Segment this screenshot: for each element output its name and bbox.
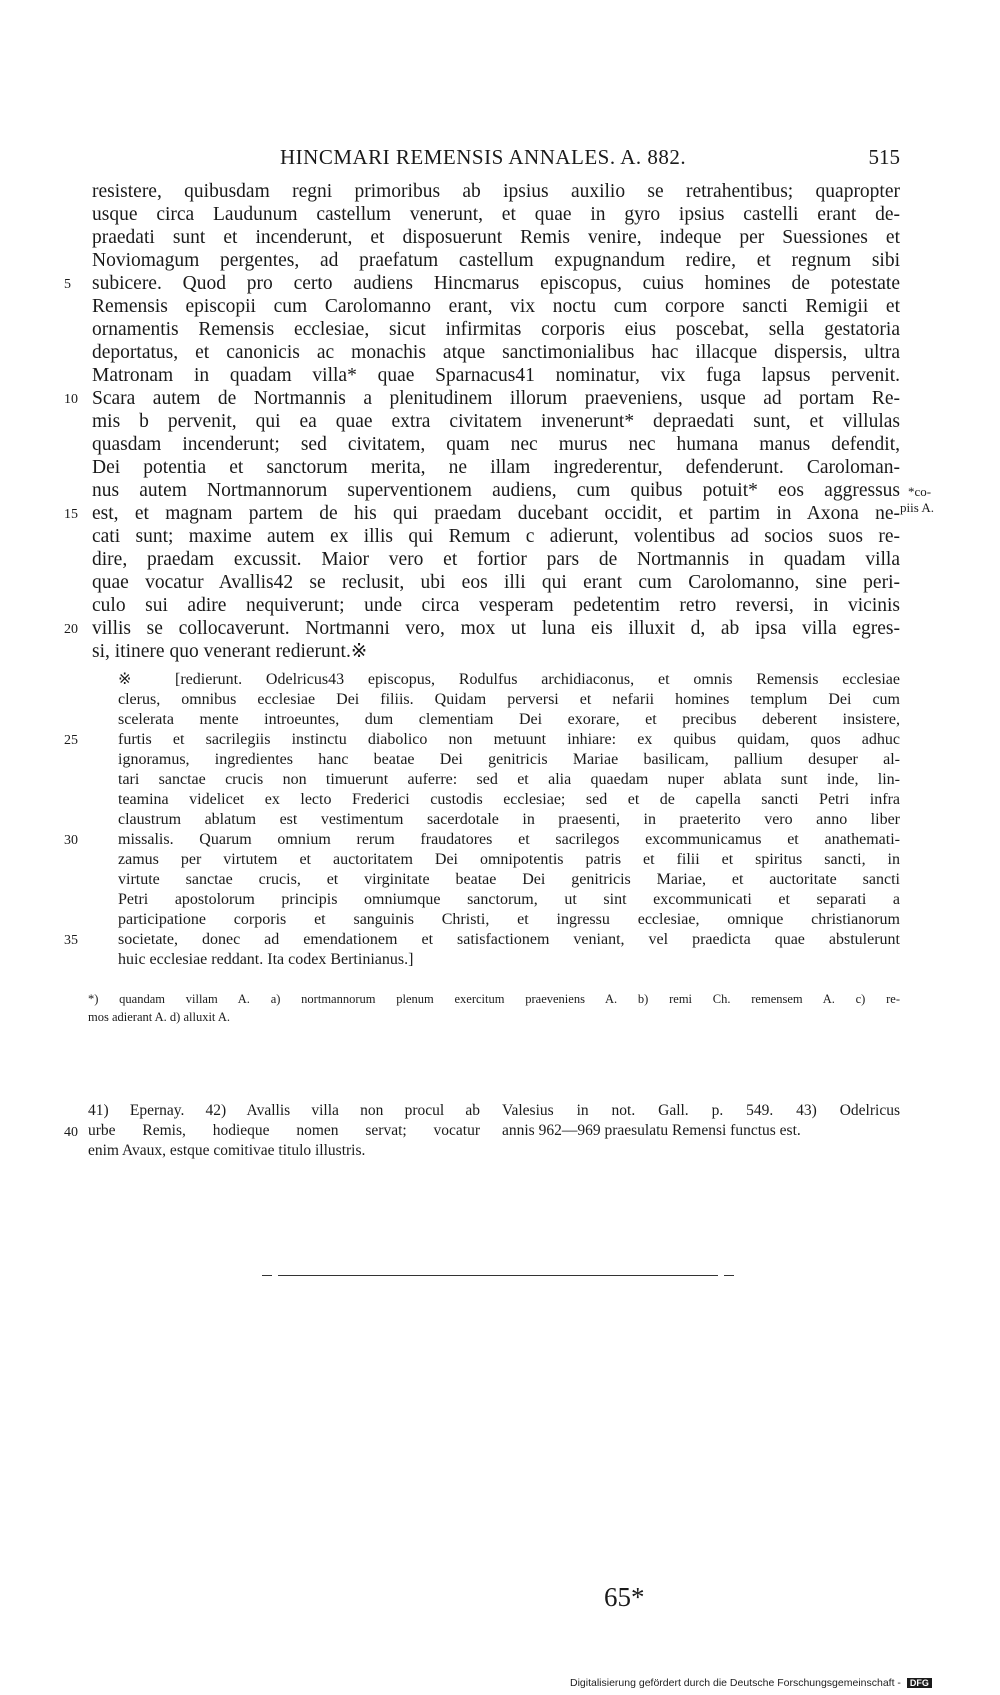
note-text-line: missalis. Quarum omnium rerum fraudatores et sacrilegos excommunicamus et anathemati- — [118, 831, 900, 848]
note-text-line: clerus, omnibus ecclesiae Dei filiis. Quidam perversi et nefarii homines templum Dei cum — [118, 691, 900, 708]
footnotes-right-column — [502, 1101, 900, 1141]
line-number: 15 — [64, 507, 78, 522]
main-text-line: Remensis episcopii cum Carolomanno erant, vix noctu cum corpore sancti Remigii et — [92, 296, 900, 317]
main-text-line: villis se collocaverunt. Nortmanni vero, mox ut luna eis illuxit d, ab ipsa villa egres- — [92, 618, 900, 639]
footnote-line: Valesius in not. Gall. p. 549. 43) Odelricus — [502, 1102, 900, 1119]
main-text-line: Scara autem de Nortmannis a plenitudinem illorum praeveniens, usque ad portam Re- — [92, 388, 900, 409]
main-text-line: mis b pervenit, qui ea quae extra civitatem invenerunt* depraedati sunt, et villulas — [92, 411, 900, 432]
end-rule-dash — [724, 1275, 734, 1276]
note-text-line: societate, donec ad emendationem et satisfactionem veniant, vel praedicta quae abstulerunt — [118, 931, 900, 948]
main-text-line: si, itinere quo venerant redierunt.※ — [92, 641, 368, 662]
note-text-line: scelerata mente introeuntes, dum clementiam Dei exorare, et precibus deberent insistere, — [118, 711, 900, 728]
running-header — [90, 145, 900, 177]
line-number: 5 — [64, 277, 71, 292]
main-text-line: cati sunt; maxime autem ex illis qui Remum c adierunt, volentibus ad socios suos re- — [92, 526, 900, 547]
note-text-line: Petri apostolorum principis omniumque sanctorum, ut sint excommunicati et separati a — [118, 891, 900, 908]
main-text-line: culo sui adire nequiverunt; unde circa vesperam pedetentim retro reversi, in vicinis — [92, 595, 900, 616]
variant-reading-line: mos adierant A. d) alluxit A. — [88, 1010, 230, 1024]
line-number: 10 — [64, 392, 78, 407]
line-number: 20 — [64, 622, 78, 637]
main-text-line: usque circa Laudunum castellum venerunt, et quae in gyro ipsius castelli erant de- — [92, 204, 900, 225]
note-text-line: huic ecclesiae reddant. Ita codex Bertinianus.] — [118, 951, 414, 968]
note-text-line: zamus per virtutem et auctoritatem Dei omnipotentis patris et filii et spiritus sancti, in — [118, 851, 900, 868]
line-number: 40 — [64, 1125, 78, 1140]
note-text-line: virtute sanctae crucis, et virginitate beatae Dei genitricis Mariae, et auctoritate sancti — [118, 871, 900, 888]
main-text-line: resistere, quibusdam regni primoribus ab ipsius auxilio se retrahentibus; quapropter — [92, 181, 900, 202]
main-text-line: quae vocatur Avallis42 se reclusit, ubi eos illi qui erant cum Carolomanno, sine peri- — [92, 572, 900, 593]
note-text-line: claustrum ablatum est vestimentum sacerdotale in praesenti, in praeterito vero anno liber — [118, 811, 900, 828]
digitization-text: Digitalisierung gefördert durch die Deutsche Forschungsgemeinschaft - — [570, 1677, 901, 1689]
main-text-line: quasdam incenderunt; sed civitatem, quam nec murus nec humana manus defendit, — [92, 434, 900, 455]
running-title: HINCMARI REMENSIS ANNALES. A. 882. — [280, 145, 687, 169]
dfg-logo: DFG — [907, 1678, 932, 1688]
note-text-line: ※ [redierunt. Odelricus43 episcopus, Rodulfus archidiaconus, et omnis Remensis ecclesiae — [118, 671, 900, 688]
margin-note-line: *co- — [908, 484, 932, 499]
note-text-line: furtis et sacrilegiis instinctu diabolico non metuunt inhiare: ex quibus quidam, quos adhuc — [118, 731, 900, 748]
note-text-line: participatione corporis et sanguinis Christi, et ingressu ecclesiae, omnique christianorum — [118, 911, 900, 928]
signature-mark: 65* — [604, 1582, 645, 1612]
page-number: 515 — [868, 145, 900, 169]
note-text-line: tari sanctae crucis non timuerunt auferre: sed et alia quaedam nuper ablata sunt inde, lin- — [118, 771, 900, 788]
main-text-line: dire, praedam excussit. Maior vero et fortior pars de Nortmannis in quadam villa — [92, 549, 900, 570]
line-number: 35 — [64, 933, 78, 948]
footnote-line: annis 962—969 praesulatu Remensi functus est. — [502, 1122, 801, 1139]
note-text-line: ignoramus, ingredientes hanc beatae Dei genitricis Mariae basilicam, pallium desuper al- — [118, 751, 900, 768]
margin-note-line: piis A. — [900, 500, 934, 515]
main-text-line: Matronam in quadam villa* quae Sparnacus41 nominatur, vix fuga lapsus pervenit. — [92, 365, 900, 386]
footnote-line: 41) Epernay. 42) Avallis villa non procul ab — [88, 1102, 480, 1119]
footnote-line: urbe Remis, hodieque nomen servat; vocatur — [88, 1122, 480, 1139]
end-rule-dash — [262, 1275, 272, 1276]
main-text-line: subicere. Quod pro certo audiens Hincmarus episcopus, cuius homines de potestate — [92, 273, 900, 294]
main-text-line: Noviomagum pergentes, ad praefatum castellum expugnandum redire, et regnum sibi — [92, 250, 900, 271]
main-text-line: ornamentis Remensis ecclesiae, sicut infirmitas corporis eius poscebat, sella gestatoria — [92, 319, 900, 340]
main-text-line: est, et magnam partem de his qui praedam ducebant occidit, et partim in Axona ne- — [92, 503, 900, 524]
digitization-notice — [570, 1677, 932, 1689]
variant-reading-line: *) quandam villam A. a) nortmannorum plenum exercitum praeveniens A. b) remi Ch. remensem A. c) re- — [88, 992, 900, 1006]
footnote-line: enim Avaux, estque comitivae titulo illustris. — [88, 1142, 366, 1159]
main-text-line: deportatus, et canonicis ac monachis atque sanctimonialibus hac illacque dispersis, ultra — [92, 342, 900, 363]
line-number: 25 — [64, 733, 78, 748]
note-text-line: teamina videlicet ex lecto Frederici custodis ecclesiae; sed et de capella sancti Petri infra — [118, 791, 900, 808]
main-text-line: Dei potentia et sanctorum merita, ne illam ingrederentur, defenderunt. Caroloman- — [92, 457, 900, 478]
footnotes-left-column — [88, 1101, 480, 1161]
main-text-line: nus autem Nortmannorum superventionem audiens, cum quibus potuit* eos aggressus — [92, 480, 900, 501]
line-number: 30 — [64, 833, 78, 848]
main-text-line: praedati sunt et incenderunt, et disposuerunt Remis venire, indeque per Suessiones et — [92, 227, 900, 248]
end-rule — [278, 1275, 718, 1276]
